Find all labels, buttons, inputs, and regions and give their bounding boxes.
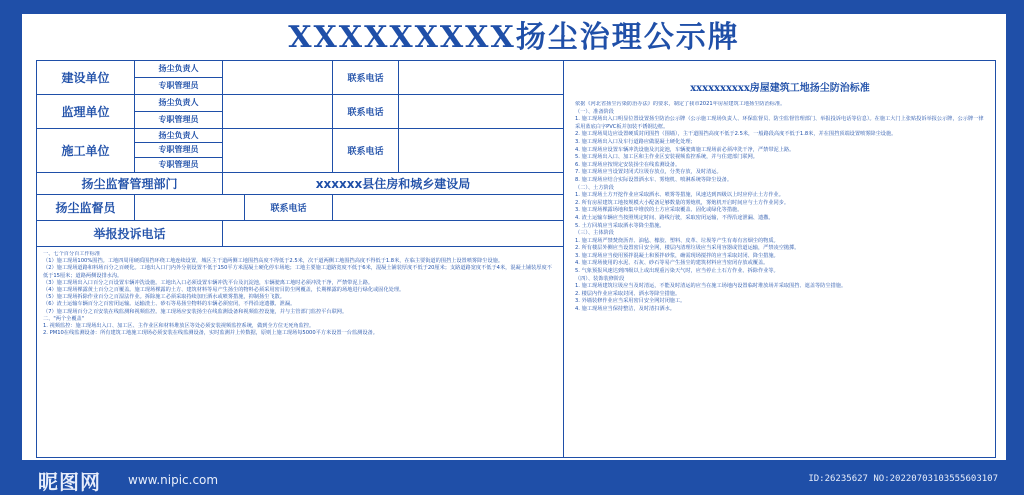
table-row — [37, 129, 563, 173]
phone-blank — [399, 129, 563, 172]
image-id-watermark: ID:26235627 NO:20220703103555603107 — [808, 474, 998, 484]
paragraph: 3. 外墙装修作业应当采用密目安全网封闭施工。 — [575, 298, 686, 305]
site-url: www.nipic.com — [128, 473, 219, 487]
paragraph: 3. 施工现场裸露场地和集中堆放的土方应采取覆盖、固化或绿化等措施。 — [575, 207, 743, 214]
name-blank — [223, 95, 333, 128]
notice-board-panel — [22, 14, 1006, 460]
standards-body — [575, 101, 985, 451]
admin-label: 专职管理员 — [135, 143, 222, 157]
construction-unit-label: 建设单位 — [37, 61, 135, 94]
paragraph: （5）施工现场拆除作业百分之百湿法作业。拆除施工必须采取持续加压洒水或喷雾措施，抑制扬尘飞散。 — [43, 294, 285, 301]
paragraph: 4. 渣土运输车辆应当按照规定时间、路线行驶，采取密闭运输，不得沿途泄漏、遗撒。 — [575, 214, 774, 221]
table-row — [37, 195, 563, 221]
dust-lead-label: 扬尘负责人 — [135, 95, 222, 112]
phone-blank — [399, 61, 563, 94]
name-blank — [223, 61, 333, 94]
paragraph: （1）施工现场100%围挡。工地四周用硬质围挡环绕工地连续设置，城区主干道两侧工地围挡高度不得低于2.5米，次干道两侧工地围挡高度不得低于1.8米，在临主要街道的围挡上设置喷雾降尘设施。 — [43, 258, 504, 265]
paragraph: 1. 施工现场土方开挖作业应采取洒水、喷雾等措施，风速达到四级以上时应停止土方作业。 — [575, 192, 784, 199]
dust-dept-label: 扬尘监督管理部门 — [37, 173, 223, 194]
paragraph: （3）施工现场出入口百分之百设置车辆冲洗设施。工地出入口必须设置车辆冲洗平台及沉淀池，车辆驶离工地时必须冲洗干净，严禁带泥上路。 — [43, 279, 374, 286]
paragraph: 5. 气象预报风速达到四级以上或出现重污染天气时，应当停止土石方作业、拆除作业等。 — [575, 268, 779, 275]
paragraph: 依据《河北省扬尘污染防治办法》的要求，制定了我市2021年房屋建筑工地扬尘防治标准。 — [575, 101, 786, 107]
paragraph: （4）施工现场裸露黄土百分之百覆盖。施工现场裸露的土方、建筑材料等易产生扬尘的物料必须采用密目防尘网覆盖，长期裸露的场地进行绿化或固化处理。 — [43, 287, 405, 294]
image-footer — [0, 462, 1024, 494]
admin-label: 专职管理员 — [158, 115, 199, 125]
paragraph: 1. 施工现场出入口明显位置设置扬尘防治公示牌（公示施工现场负责人、环保监督员、防尘监督管理部门、举报投诉电话等信息）。在施工大门上张贴投诉举报公示牌，公示牌一律采用蓝底白字PVC板并加装不锈钢边框。 — [575, 116, 984, 130]
paragraph: 5. 土方回填应当采取洒水等降尘措施。 — [575, 222, 665, 229]
paragraph: （三）、主体阶段 — [575, 230, 614, 237]
paragraph: 2. 楼层内作业应采取封闭、洒水等降尘措施。 — [575, 290, 681, 297]
paragraph: 2. PM10在线监测设备：所有建筑工地施工现场必须安装在线监测设备，实时监测并上传数据，原则上施工现场每5000平方米设置一台监测设备。 — [43, 330, 378, 337]
inspector-name-blank — [135, 195, 245, 220]
report-phone-blank — [223, 221, 563, 246]
paragraph: 4. 施工现场应设置车辆冲洗设施及沉淀池，车辆驶离施工现场前必须冲洗干净，严禁带泥上路。 — [575, 146, 795, 153]
paragraph: 3. 施工现场出入口及车行道路应做混凝土硬化处理； — [575, 138, 696, 145]
paragraph: 4. 施工现场应当保持整洁，及时清扫洒水。 — [575, 306, 675, 313]
left-column — [37, 61, 564, 457]
admin-label: 专职管理员 — [158, 160, 199, 170]
right-column — [565, 61, 995, 457]
phone-blank — [333, 195, 563, 220]
site-logo: 昵图网 — [38, 470, 101, 494]
phone-blank — [399, 95, 563, 128]
paragraph: 7. 施工现场应当设置封闭式垃圾存放点，分类存放，及时清运。 — [575, 169, 722, 176]
contact-phone-label: 联系电话 — [245, 195, 333, 220]
paragraph: （2）施工现场道路和料场百分之百硬化。工地出入口门内外分别设置不低于150平方米混凝土硬化停车场地；工地主要施工道路宽度不低于6米，混凝土铺装厚度不低于20厘米；支路道路宽度不低于4米，混凝土铺装厚度不低于15厘米；道路两侧设排水沟。 — [43, 265, 552, 279]
dust-inspector-label: 扬尘监督员 — [37, 195, 135, 220]
paragraph: （二）、土方阶段 — [575, 184, 614, 191]
paragraph: 2. 所有楼层外侧应当设置密目安全网，楼层内清理垃圾应当采用容器或管道运输，严禁凌空抛掷。 — [575, 245, 800, 252]
paragraph: 3. 施工现场应当使用预拌混凝土和预拌砂浆，确需现场搅拌的应当采取封闭、降尘措施。 — [575, 252, 779, 259]
dust-lead-label: 扬尘负责人 — [135, 61, 222, 78]
paragraph: 1. 施工现场建筑垃圾应当及时清运，不能及时清运的应当在施工场地内设置临时堆放场并采取围挡、遮盖等防尘措施。 — [575, 283, 847, 290]
paragraph: 6. 施工现场应按规定安装扬尘在线监测设备。 — [575, 161, 681, 168]
board-title: XXXXXXXXX扬尘治理公示牌 — [288, 20, 740, 55]
paragraph: 二、"两个全覆盖" — [43, 315, 85, 322]
paragraph: （7）施工现场百分之百安装在线监测和视频监控。施工现场应安装扬尘在线监测设备和视频监控设施，并与主管部门监控平台联网。 — [43, 308, 348, 315]
paragraph: （一）、准备阶段 — [575, 108, 614, 115]
paragraph: 5. 施工现场出入口、加工区和主作业区安装视频监控系统，并与住建部门联网。 — [575, 154, 758, 161]
contact-phone-label: 联系电话 — [333, 95, 399, 128]
paragraph: 2. 施工现场周边应设置硬质封闭围挡（围墙），主干道围挡高度不低于2.5米，一般路段高度不低于1.8米，并在围挡顶端设置喷雾降尘设施。 — [575, 131, 897, 138]
role-column — [135, 61, 223, 94]
standards-title: xxxxxxxxxx房屋建筑工地扬尘防治标准 — [690, 83, 870, 94]
paragraph: 2. 所有房屋建筑工地按规模大小配备足够数量的雾炮机，雾炮机开启时间应与土方作业同步。 — [575, 199, 790, 206]
standards-text — [43, 251, 555, 451]
table-row — [37, 95, 563, 129]
table-row — [37, 173, 563, 195]
paragraph: （6）渣土运输车辆百分之百密闭运输。运输渣土、砂石等易扬尘物料的车辆必须密闭，不得沿途遗撒、泄漏。 — [43, 301, 296, 308]
dust-lead-label: 扬尘负责人 — [135, 129, 222, 143]
paragraph: 一、七个百分百工作标准 — [43, 251, 101, 257]
name-blank — [223, 129, 333, 172]
contact-phone-label: 联系电话 — [333, 129, 399, 172]
supervision-unit-label: 监理单位 — [37, 95, 135, 128]
table-row — [37, 221, 563, 247]
build-unit-label: 施工单位 — [37, 129, 135, 172]
paragraph: 1. 视频监控：施工现场出入口、加工区、主作业区和材料堆放区等处必须安装视频监控系统，做到全方位无死角监控。 — [43, 323, 315, 330]
admin-label: 专职管理员 — [158, 81, 199, 91]
contact-phone-label: 联系电话 — [333, 61, 399, 94]
report-phone-label: 举报投诉电话 — [37, 221, 223, 246]
paragraph: 4. 施工现场使用的水泥、石灰、砂石等易产生扬尘的建筑材料应当密闭存放或覆盖。 — [575, 260, 769, 267]
paragraph: （四）、装饰装修阶段 — [575, 275, 625, 282]
board-frame — [36, 60, 996, 458]
paragraph: 1. 施工现场严禁焚烧沥青、油毡、橡胶、塑料、皮革、垃圾等产生有毒有害烟尘的物质。 — [575, 237, 779, 244]
role-column — [135, 129, 223, 172]
dust-dept-value: xxxxxx县住房和城乡建设局 — [315, 177, 471, 191]
paragraph: 8. 施工现场应结合实际设置洒水车、雾炮机、喷淋系统等降尘设备。 — [575, 176, 733, 183]
table-row — [37, 61, 563, 95]
role-column — [135, 95, 223, 128]
